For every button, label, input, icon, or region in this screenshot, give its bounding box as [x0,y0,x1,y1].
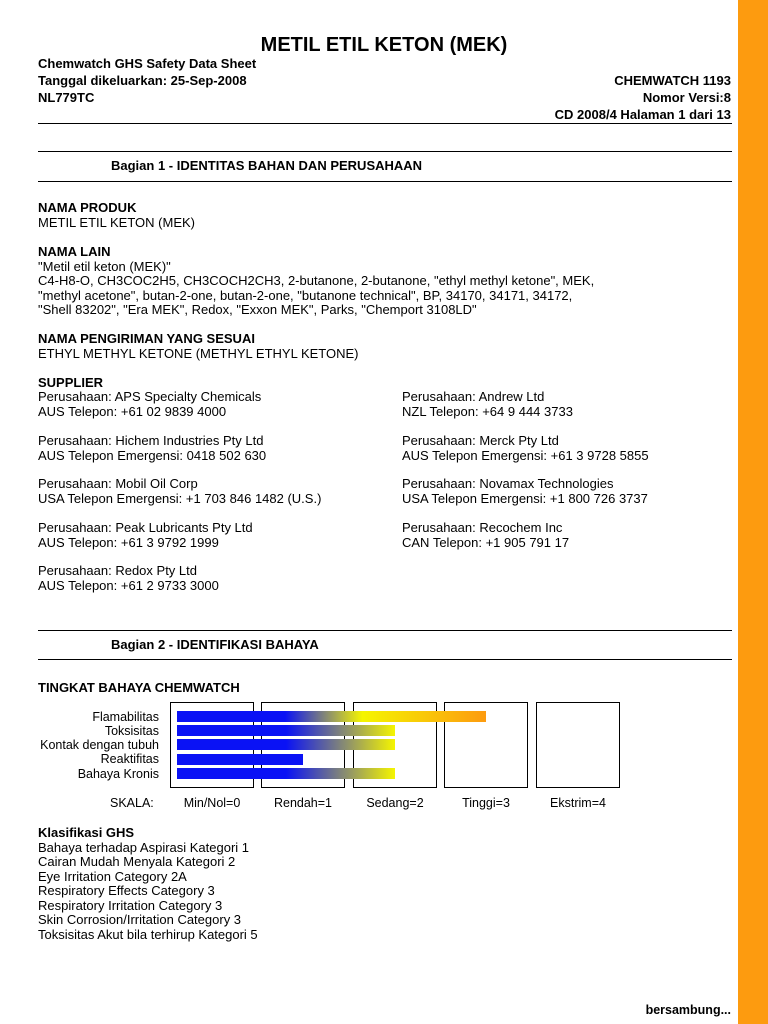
ghs-item: Respiratory Effects Category 3 [38,883,215,898]
section1-title: Bagian 1 - IDENTITAS BAHAN DAN PERUSAHAAN [111,158,423,173]
ghs-item: Skin Corrosion/Irritation Category 3 [38,912,242,927]
section1-bottom-rule [38,181,732,182]
supplier-entry [402,521,569,550]
other-names-line: "Metil etil keton (MEK)" [38,258,171,274]
supplier-company: Perusahaan: Andrew Ltd [402,389,545,404]
product-name-block [38,201,195,230]
header-code: NL779TC [38,90,95,105]
rating-label: Reaktifitas [100,752,159,766]
supplier-phone: AUS Telepon: +61 3 9792 1999 [38,534,219,550]
supplier-entry [402,477,648,506]
supplier-label: SUPPLIER [38,375,104,390]
shipping-name: ETHYL METHYL KETONE (METHYL ETHYL KETONE) [38,345,359,361]
header-issue-date: Tanggal dikeluarkan: 25-Sep-2008 [38,73,247,88]
other-names-line: C4-H8-O, CH3COC2H5, CH3COCH2CH3, 2-butanone, 2-butanone, "ethyl methyl ketone", MEK, [38,273,595,288]
scale-box-extreme [536,702,620,788]
supplier-entry [402,390,573,419]
scale-value: Min/Nol=0 [183,796,241,810]
ghs-item: Eye Irritation Category 2A [38,868,187,884]
rating-bar-toxicity [177,725,395,736]
section1-top-rule [38,151,732,152]
supplier-phone: AUS Telepon: +61 02 9839 4000 [38,403,227,419]
supplier-entry [38,477,321,506]
header-right [555,72,731,123]
supplier-company: Perusahaan: Peak Lubricants Pty Ltd [38,520,253,535]
supplier-phone: USA Telepon Emergensi: +1 703 846 1482 (U.S.) [38,490,322,506]
header-divider [38,123,732,124]
header-sds-type: Chemwatch GHS Safety Data Sheet [38,56,257,71]
supplier-entry [38,434,266,463]
scale-value: Tinggi=3 [462,796,510,810]
orange-margin-bar [738,0,768,1024]
other-names-label: NAMA LAIN [38,244,111,259]
other-names-line: "Shell 83202", "Era MEK", Redox, "Exxon MEK", Parks, "Chemport 3108LD" [38,302,477,317]
rating-label: Flamabilitas [92,710,159,724]
supplier-entry [38,564,219,593]
section2-bottom-rule [38,659,732,660]
shipping-name-label: NAMA PENGIRIMAN YANG SESUAI [38,331,255,346]
rating-label: Bahaya Kronis [77,767,159,781]
rating-bar-body-contact [177,739,395,750]
scale-label: SKALA: [110,796,154,810]
supplier-company: Perusahaan: Redox Pty Ltd [38,563,197,578]
supplier-phone: AUS Telepon Emergensi: +61 3 9728 5855 [402,447,649,463]
section2-title: Bagian 2 - IDENTIFIKASI BAHAYA [111,637,319,652]
header-left [38,55,256,106]
header-chemwatch-id: CHEMWATCH 1193 [614,73,731,88]
ghs-item: Bahaya terhadap Aspirasi Kategori 1 [38,839,250,855]
header-version: Nomor Versi:8 [642,90,731,105]
ghs-item: Toksisitas Akut bila terhirup Kategori 5 [38,926,258,942]
supplier-company: Perusahaan: Mobil Oil Corp [38,476,198,491]
section2-top-rule [38,630,732,631]
ghs-item: Cairan Mudah Menyala Kategori 2 [38,854,236,869]
product-name-label: NAMA PRODUK [38,200,137,215]
supplier-company: Perusahaan: Recochem Inc [402,520,563,535]
rating-bar-chronic [177,768,395,779]
supplier-phone: AUS Telepon Emergensi: 0418 502 630 [38,447,267,463]
ghs-label: Klasifikasi GHS [38,825,135,840]
supplier-entry [38,390,261,419]
supplier-company: Perusahaan: Hichem Industries Pty Ltd [38,433,264,448]
header-page-info: CD 2008/4 Halaman 1 dari 13 [554,107,731,122]
supplier-company: Perusahaan: APS Specialty Chemicals [38,389,262,404]
other-names-line: "methyl acetone", butan-2-one, butan-2-one, "butanone technical", BP, 34170, 34171, 34172, [38,287,573,303]
scale-value: Ekstrim=4 [550,796,606,810]
continued-label: bersambung... [645,1003,731,1017]
document-title: METIL ETIL KETON (MEK) [260,34,508,56]
ghs-item: Respiratory Irritation Category 3 [38,897,223,913]
supplier-phone: NZL Telepon: +64 9 444 3733 [402,403,573,419]
supplier-phone: CAN Telepon: +1 905 791 17 [402,534,570,550]
rating-bar-flammability [177,711,486,722]
supplier-company: Perusahaan: Merck Pty Ltd [402,433,559,448]
rating-label: Toksisitas [104,724,159,738]
rating-label: Kontak dengan tubuh [40,738,159,752]
supplier-entry [402,434,649,463]
scale-value: Sedang=2 [366,796,424,810]
product-name: METIL ETIL KETON (MEK) [38,214,195,230]
shipping-name-block [38,332,359,361]
other-names-block [38,245,594,318]
supplier-phone: AUS Telepon: +61 2 9733 3000 [38,577,219,593]
supplier-company: Perusahaan: Novamax Technologies [402,476,614,491]
scale-value: Rendah=1 [273,796,333,810]
rating-bar-reactivity [177,754,303,765]
supplier-entry [38,521,253,550]
ghs-classification [38,826,258,942]
supplier-phone: USA Telepon Emergensi: +1 800 726 3737 [402,490,648,506]
hazard-rating-label: TINGKAT BAHAYA CHEMWATCH [38,680,240,695]
